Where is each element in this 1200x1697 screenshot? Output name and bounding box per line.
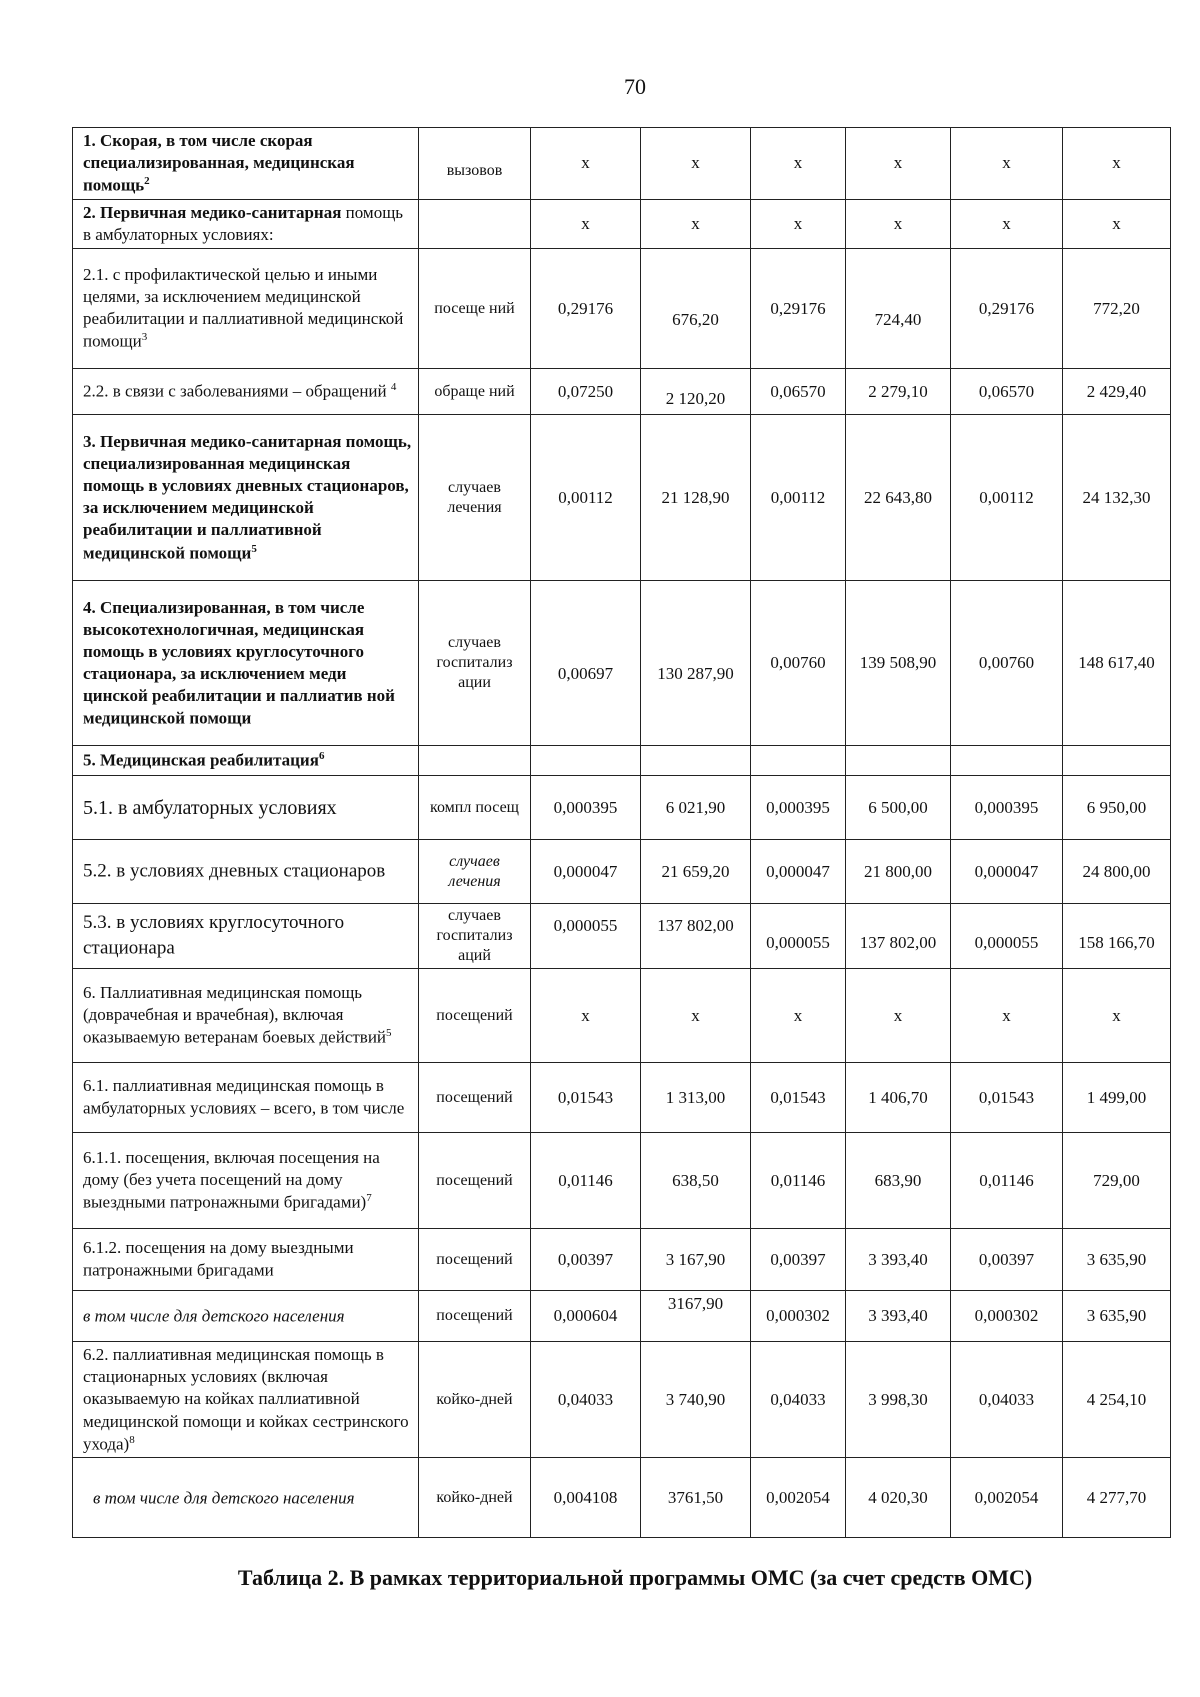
value-cell: 0,01543	[951, 1063, 1063, 1133]
row-unit: койко-дней	[419, 1458, 531, 1538]
value-cell: 0,04033	[951, 1342, 1063, 1458]
table-row	[73, 904, 1171, 969]
row-name: 5.2. в условиях дневных стационаров	[73, 840, 419, 904]
value-cell: 638,50	[641, 1133, 751, 1229]
value-cell: 0,000047	[951, 840, 1063, 904]
row-name: 6. Паллиативная медицинская помощь (доврачебная и врачебная), включая оказываемую ветеранам боевых действий$^5$	[73, 969, 419, 1063]
value-cell: 137 802,00	[846, 904, 951, 969]
table-row	[73, 249, 1171, 369]
value-cell: 0,04033	[751, 1342, 846, 1458]
value-cell: 0,29176	[751, 249, 846, 369]
value-cell: 1 499,00	[1063, 1063, 1171, 1133]
table-row	[73, 200, 1171, 249]
row-unit: посеще ний	[419, 249, 531, 369]
value-cell: 0,000055	[951, 904, 1063, 969]
value-cell	[846, 746, 951, 776]
value-cell: 24 132,30	[1063, 415, 1171, 581]
table-row	[73, 369, 1171, 415]
value-cell: 21 659,20	[641, 840, 751, 904]
value-cell: 0,01146	[531, 1133, 641, 1229]
table-row	[73, 840, 1171, 904]
value-cell: 0,01146	[751, 1133, 846, 1229]
table-row	[73, 581, 1171, 746]
value-cell: 0,000055	[531, 904, 641, 969]
value-cell: 3 740,90	[641, 1342, 751, 1458]
row-unit: посещений	[419, 969, 531, 1063]
value-cell: 676,20	[641, 249, 751, 369]
value-cell: 0,000055	[751, 904, 846, 969]
value-cell: 0,07250	[531, 369, 641, 415]
table-caption: Таблица 2. В рамках территориальной программы ОМС (за счет средств ОМС)	[237, 1565, 1033, 1590]
value-cell: 21 800,00	[846, 840, 951, 904]
value-cell: 0,00112	[751, 415, 846, 581]
row-unit: компл посещ	[419, 776, 531, 840]
value-cell: х	[1063, 128, 1171, 200]
value-cell: 3 635,90	[1063, 1291, 1171, 1342]
value-cell: 0,000047	[751, 840, 846, 904]
value-cell: х	[951, 969, 1063, 1063]
medical-care-table	[72, 127, 1171, 1538]
value-cell: 0,00697	[531, 581, 641, 746]
value-cell: 0,000047	[531, 840, 641, 904]
row-name: 5. Медицинская реабилитация$^6$	[73, 746, 419, 776]
row-unit: обраще ний	[419, 369, 531, 415]
value-cell: 0,06570	[951, 369, 1063, 415]
value-cell: 4 254,10	[1063, 1342, 1171, 1458]
value-cell: х	[531, 969, 641, 1063]
value-cell: х	[751, 969, 846, 1063]
value-cell: 21 128,90	[641, 415, 751, 581]
value-cell: х	[641, 969, 751, 1063]
value-cell: 729,00	[1063, 1133, 1171, 1229]
value-cell	[641, 746, 751, 776]
table-row	[73, 1229, 1171, 1291]
value-cell: 3761,50	[641, 1458, 751, 1538]
value-cell: 1 406,70	[846, 1063, 951, 1133]
table-row	[73, 128, 1171, 200]
value-cell: 0,04033	[531, 1342, 641, 1458]
value-cell: х	[1063, 969, 1171, 1063]
value-cell: 4 277,70	[1063, 1458, 1171, 1538]
value-cell: 139 508,90	[846, 581, 951, 746]
value-cell: 0,01543	[531, 1063, 641, 1133]
table-row	[73, 776, 1171, 840]
value-cell: 0,00760	[951, 581, 1063, 746]
value-cell: 683,90	[846, 1133, 951, 1229]
value-cell: 137 802,00	[641, 904, 751, 969]
row-name: в том числе для детского населения	[73, 1458, 419, 1538]
value-cell: 0,01146	[951, 1133, 1063, 1229]
value-cell: 0,06570	[751, 369, 846, 415]
row-name: в том числе для детского населения	[73, 1291, 419, 1342]
table-row	[73, 1133, 1171, 1229]
value-cell: 0,00397	[751, 1229, 846, 1291]
row-name: 1. Скорая, в том числе скорая специализированная, медицинская помощь$^2$	[73, 128, 419, 200]
table-row	[73, 746, 1171, 776]
value-cell: х	[846, 969, 951, 1063]
value-cell: 1 313,00	[641, 1063, 751, 1133]
row-unit: случаев госпитализ ации	[419, 581, 531, 746]
row-unit: посещений	[419, 1291, 531, 1342]
value-cell: 0,00397	[951, 1229, 1063, 1291]
table-row	[73, 1063, 1171, 1133]
value-cell: 0,00397	[531, 1229, 641, 1291]
page-number: 70	[624, 74, 646, 99]
row-unit: случаев лечения	[419, 840, 531, 904]
value-cell: 0,01543	[751, 1063, 846, 1133]
value-cell: 158 166,70	[1063, 904, 1171, 969]
value-cell: х	[846, 128, 951, 200]
value-cell: 130 287,90	[641, 581, 751, 746]
value-cell: 0,00112	[531, 415, 641, 581]
value-cell: 22 643,80	[846, 415, 951, 581]
row-unit: койко-дней	[419, 1342, 531, 1458]
value-cell: 0,004108	[531, 1458, 641, 1538]
value-cell: 4 020,30	[846, 1458, 951, 1538]
row-unit: посещений	[419, 1133, 531, 1229]
value-cell: 3 167,90	[641, 1229, 751, 1291]
value-cell: 772,20	[1063, 249, 1171, 369]
value-cell: х	[1063, 200, 1171, 249]
row-unit: случаев госпитализ аций	[419, 904, 531, 969]
row-name: 2.2. в связи с заболеваниями – обращений $^4$	[73, 369, 419, 415]
value-cell: х	[531, 128, 641, 200]
value-cell: 0,000395	[951, 776, 1063, 840]
value-cell: х	[951, 200, 1063, 249]
row-name: 5.1. в амбулаторных условиях	[73, 776, 419, 840]
row-unit	[419, 746, 531, 776]
value-cell: 0,000395	[531, 776, 641, 840]
value-cell: 24 800,00	[1063, 840, 1171, 904]
value-cell: х	[641, 200, 751, 249]
value-cell: х	[751, 200, 846, 249]
value-cell	[751, 746, 846, 776]
value-cell: 3 393,40	[846, 1291, 951, 1342]
value-cell: 0,29176	[951, 249, 1063, 369]
value-cell: 6 500,00	[846, 776, 951, 840]
table-row	[73, 415, 1171, 581]
row-name: 6.2. паллиативная медицинская помощь в стационарных условиях (включая оказываемую на койках паллиативной медицинской помощи и койках сестринского ухода)$^8$	[73, 1342, 419, 1458]
row-unit: вызовов	[419, 128, 531, 200]
value-cell: 3 635,90	[1063, 1229, 1171, 1291]
row-name: 5.3. в условиях круглосуточного стационара	[73, 904, 419, 969]
row-name: 6.1.2. посещения на дому выездными патронажными бригадами	[73, 1229, 419, 1291]
value-cell: 0,29176	[531, 249, 641, 369]
row-unit: случаев лечения	[419, 415, 531, 581]
row-name: 4. Специализированная, в том числе высокотехнологичная, медицинская помощь в условиях круглосуточного стационара, за исключением меди цинской реабилитации и паллиатив ной медицинской помощи	[73, 581, 419, 746]
row-name: 6.1. паллиативная медицинская помощь в амбулаторных условиях – всего, в том числе	[73, 1063, 419, 1133]
value-cell: х	[846, 200, 951, 249]
row-name: 6.1.1. посещения, включая посещения на дому (без учета посещений на дому выездными патронажными бригадами)$^7$	[73, 1133, 419, 1229]
value-cell: 2 279,10	[846, 369, 951, 415]
value-cell: 0,000604	[531, 1291, 641, 1342]
value-cell: х	[951, 128, 1063, 200]
value-cell	[531, 746, 641, 776]
row-name: 3. Первичная медико-санитарная помощь, специализированная медицинская помощь в условиях дневных стационаров, за исключением медицинской реабилитации и паллиативной медицинской помощи$^5$	[73, 415, 419, 581]
value-cell: 2 429,40	[1063, 369, 1171, 415]
table-row	[73, 969, 1171, 1063]
value-cell: 3 393,40	[846, 1229, 951, 1291]
value-cell	[951, 746, 1063, 776]
table-row	[73, 1458, 1171, 1538]
value-cell	[1063, 746, 1171, 776]
value-cell: 0,00760	[751, 581, 846, 746]
row-unit: посещений	[419, 1229, 531, 1291]
value-cell: 0,002054	[751, 1458, 846, 1538]
value-cell: 6 950,00	[1063, 776, 1171, 840]
value-cell: х	[641, 128, 751, 200]
value-cell: 3167,90	[641, 1291, 751, 1342]
row-unit	[419, 200, 531, 249]
value-cell: х	[751, 128, 846, 200]
value-cell: 2 120,20	[641, 369, 751, 415]
value-cell: 0,00112	[951, 415, 1063, 581]
value-cell: 3 998,30	[846, 1342, 951, 1458]
value-cell: 724,40	[846, 249, 951, 369]
row-name: 2. Первичная медико-санитарная помощь в амбулаторных условиях:	[73, 200, 419, 249]
value-cell: 148 617,40	[1063, 581, 1171, 746]
value-cell: 0,000302	[951, 1291, 1063, 1342]
table-row	[73, 1291, 1171, 1342]
value-cell: 0,000395	[751, 776, 846, 840]
value-cell: 6 021,90	[641, 776, 751, 840]
value-cell: 0,000302	[751, 1291, 846, 1342]
row-unit: посещений	[419, 1063, 531, 1133]
value-cell: 0,002054	[951, 1458, 1063, 1538]
value-cell: х	[531, 200, 641, 249]
row-name: 2.1. с профилактической целью и иными целями, за исключением медицинской реабилитации и паллиативной медицинской помощи$^3$	[73, 249, 419, 369]
table-row	[73, 1342, 1171, 1458]
